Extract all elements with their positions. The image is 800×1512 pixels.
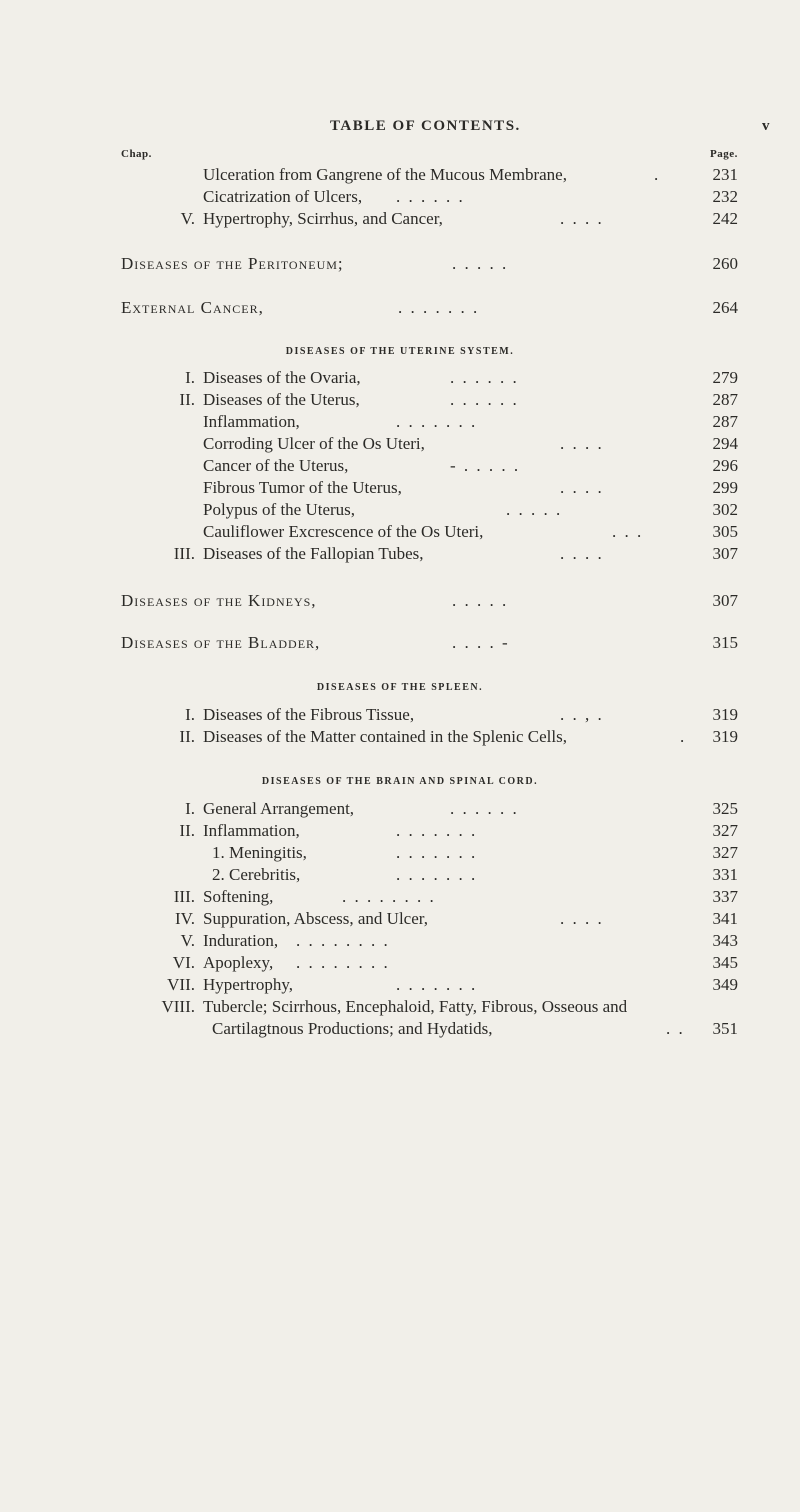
toc-entry-leader: . bbox=[654, 165, 661, 184]
toc-entry-page: 299 bbox=[712, 478, 738, 497]
toc-entry-title: External Cancer, bbox=[121, 298, 264, 317]
toc-entry-number: I. bbox=[185, 705, 195, 724]
toc-section-entry bbox=[0, 297, 800, 319]
toc-entry-title: 2. Cerebritis, bbox=[212, 865, 301, 884]
toc-entry-number: V. bbox=[180, 931, 195, 950]
toc-entry-leader: . . . bbox=[612, 522, 644, 541]
toc-entry-leader: . . . . . . . . bbox=[296, 931, 390, 950]
toc-section-entry bbox=[0, 632, 800, 654]
toc-entry-title: Suppuration, Abscess, and Ulcer, bbox=[203, 909, 429, 928]
toc-entry bbox=[0, 186, 800, 208]
toc-entry-number: III. bbox=[173, 544, 195, 563]
toc-entry-leader: . . . . bbox=[560, 478, 604, 497]
toc-entry-page: 345 bbox=[712, 953, 738, 972]
toc-entry bbox=[0, 433, 800, 455]
toc-entry-page: 325 bbox=[712, 799, 738, 818]
toc-entry-title: Ulceration from Gangrene of the Mucous Membrane, bbox=[203, 165, 567, 184]
toc-entry-title: Diseases of the Uterus, bbox=[203, 390, 360, 409]
toc-entry bbox=[0, 726, 800, 748]
toc-entry-title: Induration, bbox=[203, 931, 279, 950]
toc-entry-number: I. bbox=[185, 368, 195, 387]
toc-entry-number: I. bbox=[185, 799, 195, 818]
toc-entry-leader: . . . . bbox=[560, 909, 604, 928]
toc-entry-page: 307 bbox=[712, 591, 738, 610]
toc-entry-title: Fibrous Tumor of the Uterus, bbox=[203, 478, 402, 497]
toc-entry bbox=[0, 908, 800, 930]
toc-entry-title: 1. Meningitis, bbox=[212, 843, 307, 862]
toc-entry-title: Cartilagtnous Productions; and Hydatids, bbox=[212, 1019, 493, 1038]
toc-entry-page: 279 bbox=[712, 368, 738, 387]
chapter-column-label: Chap. bbox=[121, 148, 152, 160]
toc-entry-leader: . . . . bbox=[560, 209, 604, 228]
section-heading-uterine: DISEASES OF THE UTERINE SYSTEM. bbox=[285, 346, 515, 357]
toc-entry-number: III. bbox=[173, 887, 195, 906]
toc-entry-page: 327 bbox=[712, 843, 738, 862]
toc-entry-leader: . . . . bbox=[560, 434, 604, 453]
section-heading-brain: DISEASES OF THE BRAIN AND SPINAL CORD. bbox=[261, 776, 539, 787]
toc-entry-leader: . . bbox=[666, 1019, 685, 1038]
toc-entry-page: 315 bbox=[712, 633, 738, 652]
toc-entry-page: 260 bbox=[712, 254, 738, 273]
toc-entry-leader: . . . . . . . bbox=[396, 865, 478, 884]
toc-entry-title: Diseases of the Fallopian Tubes, bbox=[203, 544, 424, 563]
page-column-label: Page. bbox=[710, 148, 738, 160]
toc-entry-leader: . . . . . . bbox=[396, 187, 465, 206]
toc-entry-title: Softening, bbox=[203, 887, 274, 906]
toc-entry-title: General Arrangement, bbox=[203, 799, 355, 818]
page-header bbox=[0, 116, 800, 140]
toc-entry-leader: . . . . . bbox=[506, 500, 563, 519]
toc-entry-number: VIII. bbox=[161, 997, 195, 1016]
toc-entry-title: Hypertrophy, Scirrhus, and Cancer, bbox=[203, 209, 443, 228]
toc-entry-title: Diseases of the Fibrous Tissue, bbox=[203, 705, 415, 724]
toc-entry-page: 351 bbox=[712, 1019, 738, 1038]
toc-entry-number: IV. bbox=[175, 909, 195, 928]
toc-entry bbox=[0, 411, 800, 433]
toc-entry-page: 331 bbox=[712, 865, 738, 884]
toc-entry bbox=[0, 477, 800, 499]
toc-entry-leader: . . . . . . bbox=[450, 799, 519, 818]
toc-entry-number: II. bbox=[179, 821, 195, 840]
toc-entry-leader: . . . . . . bbox=[450, 390, 519, 409]
toc-entry bbox=[0, 389, 800, 411]
toc-entry-leader: . . . . . . . bbox=[396, 412, 478, 431]
toc-entry bbox=[0, 543, 800, 565]
toc-entry-title: Tubercle; Scirrhous, Encephaloid, Fatty, Fibrous, Osseous and bbox=[203, 997, 628, 1016]
toc-entry-title: Diseases of the Kidneys, bbox=[121, 591, 317, 610]
toc-entry-leader: . . . . . . . bbox=[398, 298, 480, 317]
toc-entry-page: 287 bbox=[712, 412, 738, 431]
toc-entry-title: Inflammation, bbox=[203, 412, 300, 431]
toc-entry bbox=[0, 842, 800, 864]
toc-entry bbox=[0, 996, 800, 1018]
toc-entry-leader: . . . . . bbox=[452, 591, 509, 610]
toc-entry bbox=[0, 499, 800, 521]
toc-entry-page: 294 bbox=[712, 434, 738, 453]
toc-entry bbox=[0, 798, 800, 820]
toc-entry bbox=[0, 367, 800, 389]
toc-section-entry bbox=[0, 590, 800, 612]
toc-entry-title: Diseases of the Ovaria, bbox=[203, 368, 361, 387]
toc-entry-title: Cauliflower Excrescence of the Os Uteri, bbox=[203, 522, 484, 541]
toc-entry-page: 327 bbox=[712, 821, 738, 840]
toc-entry-leader: - . . . . . bbox=[450, 456, 521, 475]
toc-entry-leader: . . . . . . . bbox=[396, 843, 478, 862]
toc-entry-leader: . . . . . bbox=[452, 254, 509, 273]
toc-entry bbox=[0, 974, 800, 996]
toc-entry-leader: . . . . . . . bbox=[396, 975, 478, 994]
toc-entry-title: Apoplexy, bbox=[203, 953, 274, 972]
toc-entry bbox=[0, 208, 800, 230]
toc-entry-leader: . . . . - bbox=[452, 633, 510, 652]
toc-entry-title: Cancer of the Uterus, bbox=[203, 456, 349, 475]
toc-entry-page: 337 bbox=[712, 887, 738, 906]
toc-entry bbox=[0, 952, 800, 974]
toc-entry-page: 319 bbox=[712, 705, 738, 724]
toc-entry-page: 242 bbox=[712, 209, 738, 228]
toc-entry-page: 264 bbox=[712, 298, 738, 317]
toc-entry-number: V. bbox=[180, 209, 195, 228]
toc-entry-page: 287 bbox=[712, 390, 738, 409]
toc-entry-number: II. bbox=[179, 390, 195, 409]
toc-entry-page: 296 bbox=[712, 456, 738, 475]
toc-entry-title: Polypus of the Uterus, bbox=[203, 500, 356, 519]
toc-section-entry bbox=[0, 253, 800, 275]
toc-entry-leader: . . . . bbox=[560, 544, 604, 563]
toc-entry-title: Corroding Ulcer of the Os Uteri, bbox=[203, 434, 425, 453]
toc-entry-leader: . . . . . . . . bbox=[342, 887, 436, 906]
toc-entry bbox=[0, 886, 800, 908]
toc-entry bbox=[0, 930, 800, 952]
toc-entry bbox=[0, 164, 800, 186]
toc-entry-title: Cicatrization of Ulcers, bbox=[203, 187, 363, 206]
section-heading-spleen: DISEASES OF THE SPLEEN. bbox=[316, 682, 484, 693]
toc-entry-page: 302 bbox=[712, 500, 738, 519]
toc-entry-page: 305 bbox=[712, 522, 738, 541]
toc-entry bbox=[0, 521, 800, 543]
toc-entry-title: Inflammation, bbox=[203, 821, 300, 840]
page-title: TABLE OF CONTENTS. bbox=[330, 118, 521, 134]
toc-entry-title: Diseases of the Peritoneum; bbox=[121, 254, 344, 273]
toc-entry-number: VI. bbox=[172, 953, 195, 972]
toc-entry bbox=[0, 1018, 800, 1040]
toc-entry-leader: . . , . bbox=[560, 705, 604, 724]
toc-entry-page: 341 bbox=[712, 909, 738, 928]
toc-entry-title: Diseases of the Matter contained in the Splenic Cells, bbox=[203, 727, 567, 746]
toc-entry-leader: . . . . . . . bbox=[396, 821, 478, 840]
toc-entry-page: 232 bbox=[712, 187, 738, 206]
toc-entry-leader: . . . . . . . . bbox=[296, 953, 390, 972]
toc-entry-page: 343 bbox=[712, 931, 738, 950]
toc-entry bbox=[0, 864, 800, 886]
toc-entry-page: 319 bbox=[712, 727, 738, 746]
page-number: v bbox=[762, 118, 770, 134]
toc-entry-leader: . bbox=[680, 727, 687, 746]
toc-entry-number: II. bbox=[179, 727, 195, 746]
toc-entry bbox=[0, 704, 800, 726]
toc-entry-page: 307 bbox=[712, 544, 738, 563]
toc-entry-title: Diseases of the Bladder, bbox=[121, 633, 321, 652]
toc-entry-leader: . . . . . . bbox=[450, 368, 519, 387]
toc-entry bbox=[0, 455, 800, 477]
toc-entry-page: 349 bbox=[712, 975, 738, 994]
toc-entry bbox=[0, 820, 800, 842]
toc-entry-number: VII. bbox=[167, 975, 195, 994]
toc-entry-title: Hypertrophy, bbox=[203, 975, 294, 994]
toc-entry-page: 231 bbox=[712, 165, 738, 184]
